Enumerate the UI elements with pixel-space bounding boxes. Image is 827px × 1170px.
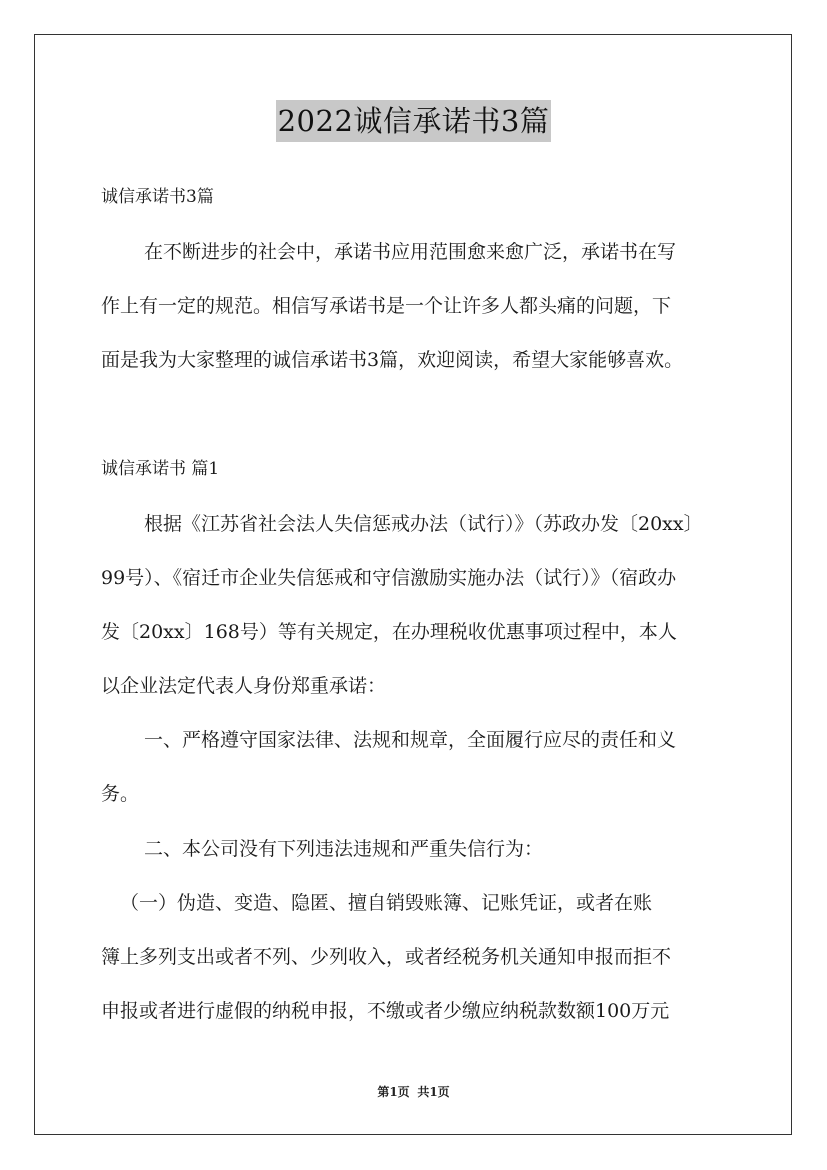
intro-line-1: 在不断进步的社会中，承诺书应用范围愈来愈广泛，承诺书在写 — [144, 241, 677, 263]
document-title: 2022诚信承诺书3篇 — [276, 100, 552, 142]
intro-line-3: 面是我为大家整理的诚信承诺书3篇，欢迎阅读，希望大家能够喜欢。 — [101, 349, 684, 371]
body-line-7: 二、本公司没有下列违法违规和严重失信行为： — [144, 838, 544, 860]
section-heading: 诚信承诺书 篇1 — [101, 459, 220, 479]
body-line-10: 申报或者进行虚假的纳税申报，不缴或者少缴应纳税款数额100万元 — [101, 1000, 670, 1022]
body-line-6: 务。 — [101, 783, 140, 805]
body-line-8: （一）伪造、变造、隐匿、擅自销毁账簿、记账凭证，或者在账 — [120, 892, 653, 914]
body-line-2: 99号）、《宿迁市企业失信惩戒和守信激励实施办法（试行）》（宿政办 — [101, 567, 677, 589]
page-total: 共1页 — [417, 1085, 450, 1099]
title-container — [0, 100, 827, 142]
intro-line-2: 作上有一定的规范。相信写承诺书是一个让许多人都头痛的问题，下 — [101, 295, 672, 317]
page-number: 第1页 — [377, 1085, 410, 1099]
body-line-5: 一、严格遵守国家法律、法规和规章，全面履行应尽的责任和义 — [144, 729, 677, 751]
body-line-3: 发〔20xx〕168号）等有关规定，在办理税收优惠事项过程中，本人 — [101, 621, 677, 643]
body-line-9: 簿上多列支出或者不列、少列收入，或者经税务机关通知申报而拒不 — [101, 946, 672, 968]
page-footer — [0, 1083, 827, 1100]
body-line-4: 以企业法定代表人身份郑重承诺： — [101, 675, 387, 697]
document-subtitle: 诚信承诺书3篇 — [101, 187, 214, 207]
body-line-1: 根据《江苏省社会法人失信惩戒办法（试行）》（苏政办发〔20xx〕 — [144, 513, 703, 535]
